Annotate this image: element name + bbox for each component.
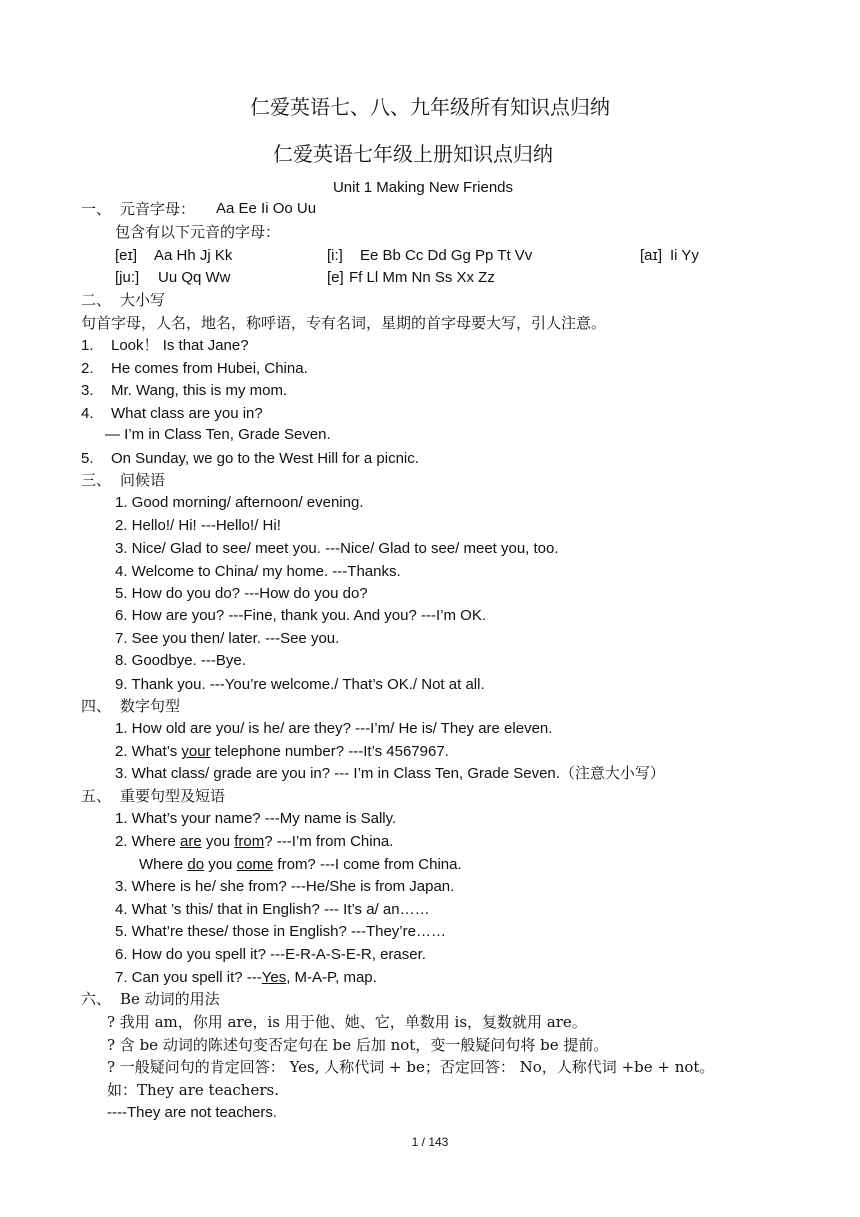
section-6-heading: Be 动词的用法 <box>120 990 220 1008</box>
page-number: 1 / 143 <box>411 1135 449 1149</box>
section-1-number: 一、 <box>81 200 112 218</box>
section-6-number: 六、 <box>81 990 112 1008</box>
greeting-item: 5. How do you do? ---How do you do? <box>115 585 368 602</box>
sentence-pattern-item <box>115 833 393 851</box>
text-segment: 2. What’s <box>115 743 182 760</box>
number-pattern-item: 1. How old are you/ is he/ are they? ---I’m/ He is/ They are eleven. <box>115 720 553 737</box>
sentence-pattern-item: 6. How do you spell it? ---E-R-A-S-E-R, eraser. <box>115 946 426 963</box>
section-2-heading: 大小写 <box>120 291 166 309</box>
section-5-number: 五、 <box>81 787 112 805</box>
underlined-word: are <box>180 833 202 850</box>
text-segment: Where <box>139 856 188 873</box>
list-item-number: 4. <box>81 405 94 422</box>
section-4-number: 四、 <box>81 697 112 715</box>
list-item-number: 1. <box>81 337 94 354</box>
sentence-pattern-item <box>115 969 377 987</box>
sentence-pattern-item: 3. Where is he/ she from? ---He/She is from Japan. <box>115 878 455 895</box>
list-item: He comes from Hubei, China. <box>111 360 308 377</box>
phonetic-label: [ju:] <box>115 269 140 286</box>
underlined-word: your <box>181 743 211 760</box>
phonetic-letters: Ff Ll Mm Nn Ss Xx Zz <box>349 269 495 286</box>
greeting-item: 7. See you then/ later. ---See you. <box>115 630 340 647</box>
phonetic-letters: Ii Yy <box>670 247 699 264</box>
example-sentence: ----They are not teachers. <box>107 1104 278 1121</box>
sentence-pattern-item: 5. What’re these/ those in English? ---They’re…… <box>115 923 446 940</box>
sentence-pattern-item: 1. What’s your name? ---My name is Sally. <box>115 810 397 827</box>
section-2-rule: 句首字母，人名，地名，称呼语，专有名词，星期的首字母要大写，引人注意。 <box>81 314 607 332</box>
greeting-item: 1. Good morning/ afternoon/ evening. <box>115 494 364 511</box>
section-3-number: 三、 <box>81 471 112 489</box>
phonetic-letters: Uu Qq Ww <box>158 269 231 286</box>
list-item-number: 3. <box>81 382 94 399</box>
phonetic-label: [aɪ] <box>640 247 663 264</box>
sentence-pattern-item <box>139 856 462 874</box>
section-4-heading: 数字句型 <box>120 697 181 715</box>
text-segment: from? ---I come from China. <box>273 856 462 873</box>
list-item: Mr. Wang, this is my mom. <box>111 382 288 399</box>
list-item-number: 5. <box>81 450 94 467</box>
greeting-item: 9. Thank you. ---You’re welcome./ That’s OK./ Not at all. <box>115 676 485 693</box>
document-title: 仁爱英语七、八、九年级所有知识点归纳 <box>250 95 610 119</box>
phonetic-label: [eɪ] <box>115 247 138 264</box>
text-segment: 7. Can you spell it? --- <box>115 969 262 986</box>
section-1-heading: 元音字母： <box>120 200 196 218</box>
be-rule-item: ? 含 be 动词的陈述句变否定句在 be 后加 not，变一般疑问句将 be 提前。 <box>107 1036 609 1054</box>
section-5-heading: 重要句型及短语 <box>120 787 226 805</box>
greeting-item: 4. Welcome to China/ my home. ---Thanks. <box>115 563 401 580</box>
list-item-number: 2. <box>81 360 94 377</box>
be-rule-item: ? 一般疑问句的肯定回答： Yes, 人称代词 + be；否定回答： No，人称代词 +be + not。 <box>107 1058 715 1076</box>
greeting-item: 2. Hello!/ Hi! ---Hello!/ Hi! <box>115 517 281 534</box>
be-rule-item: ? 我用 am，你用 are，is 用于他、她、它，单数用 is，复数就用 are。 <box>107 1013 587 1031</box>
greeting-item: 3. Nice/ Glad to see/ meet you. ---Nice/ Glad to see/ meet you, too. <box>115 540 559 557</box>
phonetic-label: [e] <box>327 269 344 286</box>
text-segment: you <box>201 833 235 850</box>
list-item: — I’m in Class Ten, Grade Seven. <box>105 426 331 443</box>
list-item: Look！ Is that Jane? <box>111 337 249 354</box>
greeting-item: 8. Goodbye. ---Bye. <box>115 652 246 669</box>
document-subtitle: 仁爱英语七年级上册知识点归纳 <box>273 142 553 166</box>
phonetic-letters: Ee Bb Cc Dd Gg Pp Tt Vv <box>360 247 533 264</box>
phonetic-letters: Aa Hh Jj Kk <box>154 247 233 264</box>
section-2-number: 二、 <box>81 291 112 309</box>
underlined-word: from <box>234 833 265 850</box>
underlined-word: do <box>187 856 205 873</box>
number-pattern-item <box>115 743 449 761</box>
underlined-word: come <box>236 856 274 873</box>
section-1-vowels: Aa Ee Ii Oo Uu <box>216 200 317 217</box>
number-pattern-item: 3. What class/ grade are you in? --- I’m in Class Ten, Grade Seven.（注意大小写） <box>115 765 665 782</box>
example-sentence: 如：They are teachers. <box>107 1081 279 1099</box>
list-item: On Sunday, we go to the West Hill for a picnic. <box>111 450 419 467</box>
section-1-subheading: 包含有以下元音的字母： <box>115 223 281 241</box>
list-item: What class are you in? <box>111 405 263 422</box>
underlined-word: Yes <box>261 969 287 986</box>
text-segment: ? ---I’m from China. <box>264 833 394 850</box>
greeting-item: 6. How are you? ---Fine, thank you. And you? ---I’m OK. <box>115 607 486 624</box>
unit-heading: Unit 1 Making New Friends <box>332 179 514 196</box>
phonetic-label: [i:] <box>327 247 343 264</box>
sentence-pattern-item: 4. What ’s this/ that in English? --- It’s a/ an…… <box>115 901 430 918</box>
text-segment: telephone number? ---It’s 4567967. <box>210 743 449 760</box>
text-segment: you <box>204 856 237 873</box>
section-3-heading: 问候语 <box>120 471 166 489</box>
text-segment: , M-A-P, map. <box>286 969 377 986</box>
text-segment: 2. Where <box>115 833 181 850</box>
